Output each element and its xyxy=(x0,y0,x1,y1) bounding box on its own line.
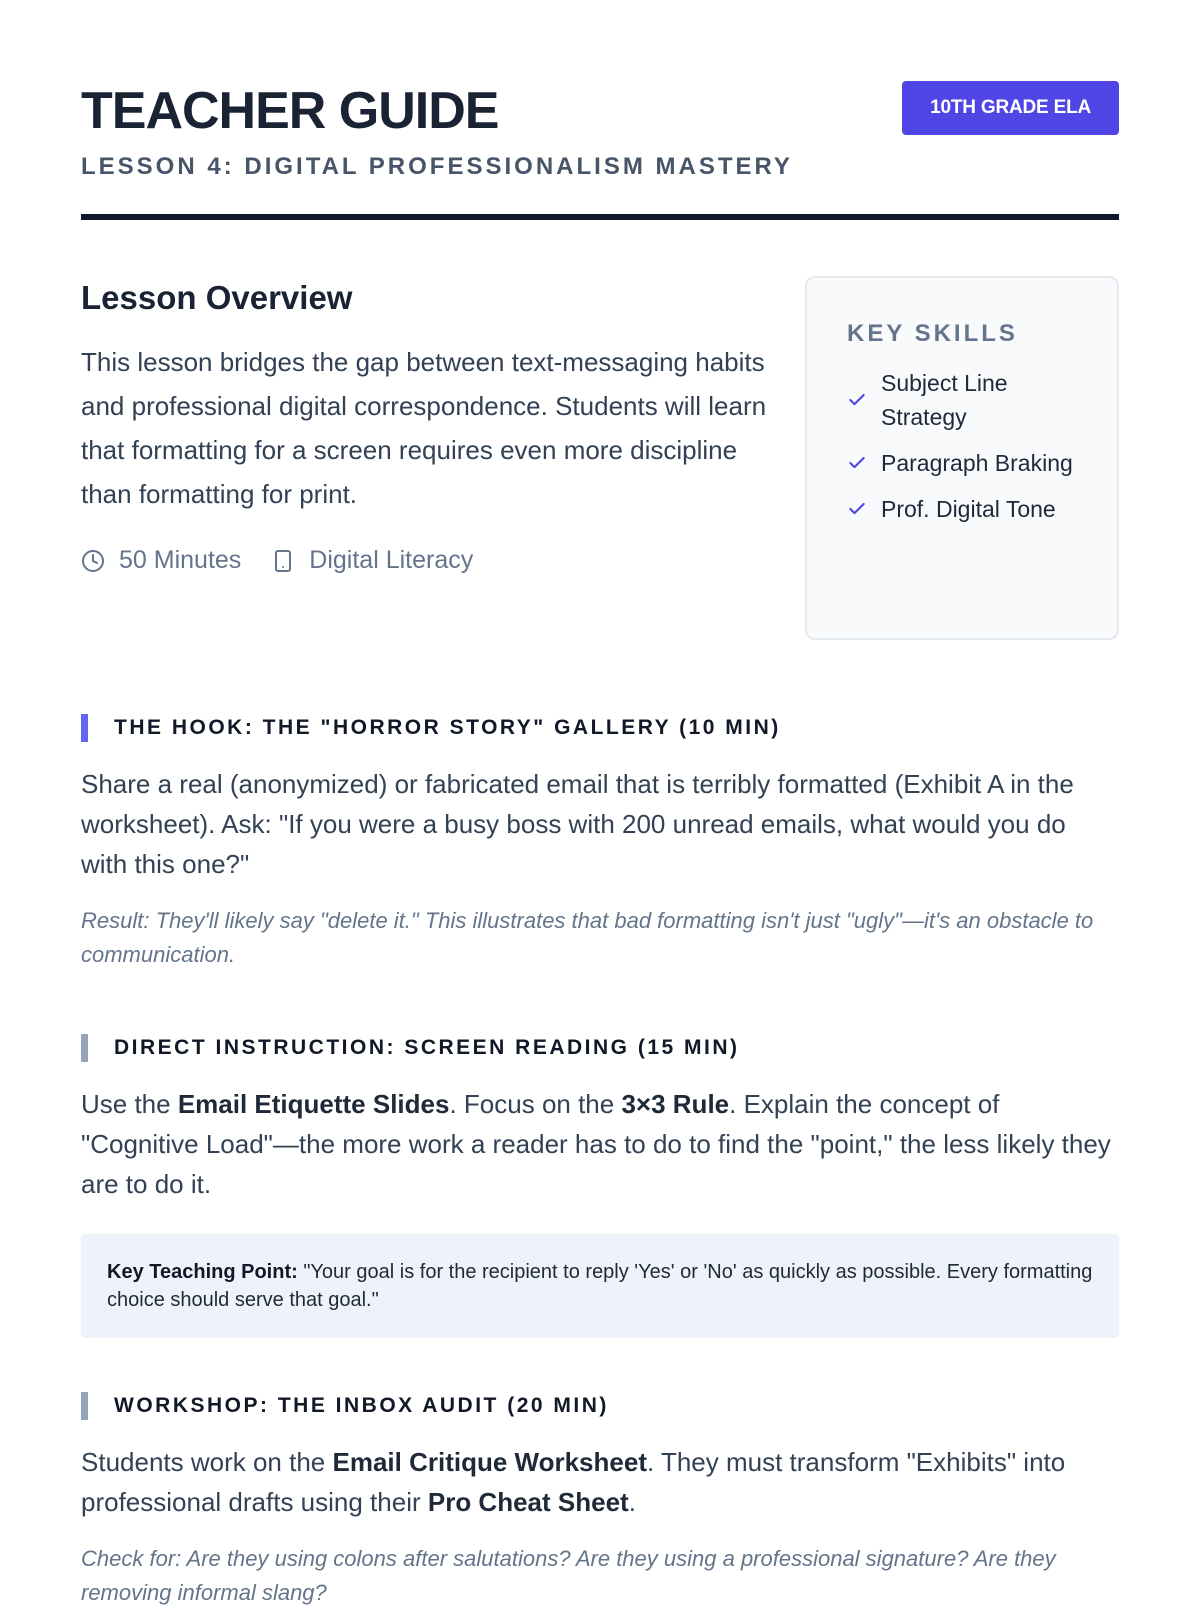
skill-label: Paragraph Braking xyxy=(881,450,1073,476)
section-accent-bar xyxy=(81,714,88,742)
workshop-text: . xyxy=(628,1487,636,1517)
instruction-body xyxy=(81,1084,1119,1204)
key-teaching-point xyxy=(81,1234,1119,1338)
page-title: TEACHER GUIDE xyxy=(81,82,499,140)
workshop-title: WORKSHOP: THE INBOX AUDIT (20 MIN) xyxy=(114,1394,609,1417)
callout-text: "Your goal is for the recipient to reply 'Yes' or 'No' as quickly as possible. Every formatting choice should serve that goal." xyxy=(107,1261,1093,1311)
section-title xyxy=(81,1034,1119,1062)
section-workshop xyxy=(81,1392,1119,1610)
workshop-text: . They must transform "Exhibits" into professional drafts using their xyxy=(81,1447,1066,1517)
duration-meta xyxy=(81,546,241,575)
clock-icon xyxy=(81,549,105,573)
skill-item xyxy=(847,446,1079,480)
skill-item xyxy=(847,492,1079,526)
lesson-meta xyxy=(81,546,771,575)
callout-label: Key Teaching Point: xyxy=(107,1261,298,1283)
check-icon xyxy=(847,499,867,519)
grade-badge: 10TH GRADE ELA xyxy=(902,81,1119,135)
slides-reference: Email Etiquette Slides xyxy=(177,1089,450,1119)
section-title xyxy=(81,1392,1119,1420)
section-accent-bar xyxy=(81,1034,88,1062)
workshop-text: Students work on the xyxy=(81,1447,333,1477)
instruction-title: DIRECT INSTRUCTION: SCREEN READING (15 MIN) xyxy=(114,1036,740,1059)
hook-note: Result: They'll likely say "delete it." This illustrates that bad formatting isn't just "ugly"—it's an obstacle to communication. xyxy=(81,908,1094,967)
check-icon xyxy=(847,453,867,473)
instruction-text: Use the xyxy=(81,1089,178,1119)
workshop-body xyxy=(81,1442,1119,1522)
instruction-text: . Focus on the xyxy=(449,1089,622,1119)
header-divider xyxy=(81,214,1119,220)
section-accent-bar xyxy=(81,1392,88,1420)
lesson-subtitle: LESSON 4: DIGITAL PROFESSIONALISM MASTERY xyxy=(81,153,793,180)
key-skills-heading: KEY SKILLS xyxy=(847,320,1018,347)
key-skills-card xyxy=(805,276,1119,640)
worksheet-reference: Email Critique Worksheet xyxy=(332,1447,647,1477)
header xyxy=(81,0,1119,220)
tablet-icon xyxy=(271,549,295,573)
overview-paragraph: This lesson bridges the gap between text-messaging habits and professional digital correspondence. Students will learn that formatting for a screen requires even more discipline than formatting for print. xyxy=(81,347,767,509)
section-title xyxy=(81,714,1119,742)
category-text: Digital Literacy xyxy=(309,546,474,574)
duration-text: 50 Minutes xyxy=(119,546,242,574)
section-hook xyxy=(81,714,1119,972)
skill-label: Prof. Digital Tone xyxy=(881,496,1056,522)
skill-item xyxy=(847,366,1079,434)
key-skills-list xyxy=(847,366,1079,526)
hook-body: Share a real (anonymized) or fabricated email that is terribly formatted (Exhibit A in the worksheet). Ask: "If you were a busy boss with 200 unread emails, what would you do with this one?" xyxy=(81,769,1074,879)
overview-heading: Lesson Overview xyxy=(81,279,353,316)
skill-label: Subject Line Strategy xyxy=(881,370,1008,430)
rule-reference: 3×3 Rule xyxy=(621,1089,730,1119)
cheat-sheet-reference: Pro Cheat Sheet xyxy=(427,1487,629,1517)
hook-title: THE HOOK: THE "HORROR STORY" GALLERY (10 MIN) xyxy=(114,716,781,739)
lesson-overview xyxy=(81,276,771,575)
section-instruction xyxy=(81,1034,1119,1338)
check-icon xyxy=(847,390,867,410)
workshop-note: Check for: Are they using colons after salutations? Are they using a professional signature? Are they removing informal slang? xyxy=(81,1546,1056,1605)
category-meta xyxy=(271,546,473,575)
instruction-text: . Explain the concept of "Cognitive Load"—the more work a reader has to do to find the "point," the less likely they are to do it. xyxy=(81,1089,1111,1199)
